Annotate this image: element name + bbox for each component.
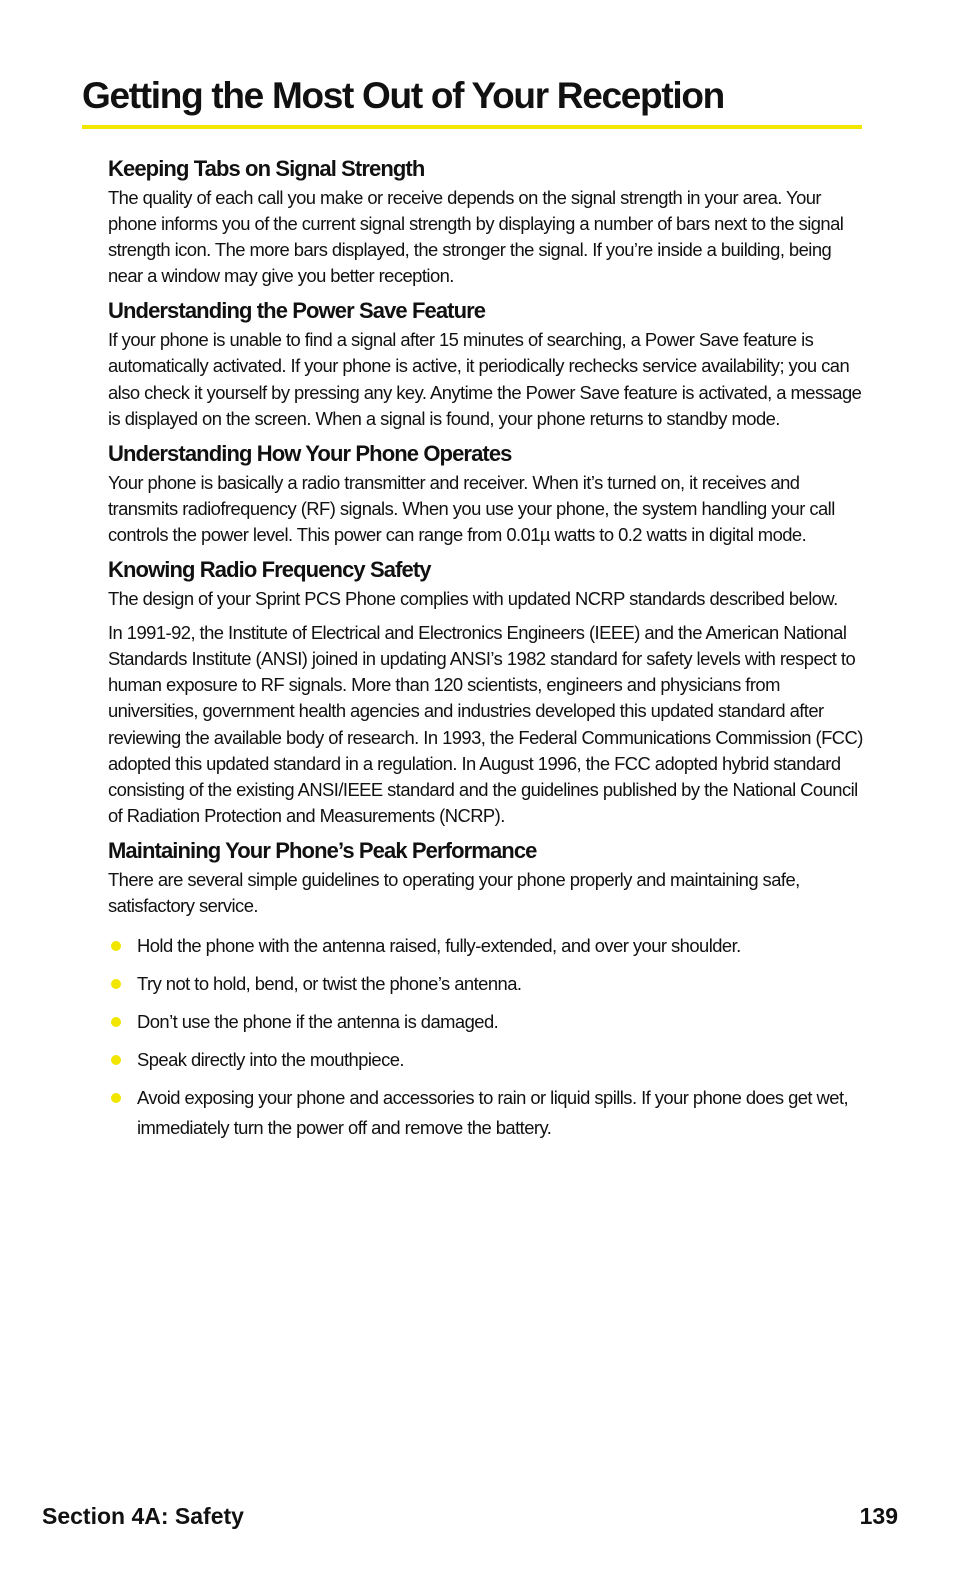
list-item xyxy=(108,931,868,961)
footer-section-label: Section 4A: Safety xyxy=(42,1503,244,1529)
section-signal-strength xyxy=(108,153,868,289)
section-heading: Maintaining Your Phone’s Peak Performance xyxy=(108,837,537,863)
section-paragraph: In 1991-92, the Institute of Electrical and Electronics Engineers (IEEE) and the American National Standards Institute (ANSI) joined in updating ANSI’s 1982 standard for safety levels with respect to human exposure to RF signals. More than 120 scientists, engineers and physicians from universities, government health agencies and industries developed this updated standard after reviewing the available body of research. In 1993, the Federal Communications Commission (FCC) adopted this updated standard in a regulation. In August 1996, the FCC adopted hybrid standard consisting of the existing ANSI/IEEE standard and the guidelines published by the National Council of Radiation Protection and Measurements (NCRP). xyxy=(108,622,863,826)
section-peak-performance xyxy=(108,835,868,1143)
section-paragraph: If your phone is unable to find a signal after 15 minutes of searching, a Power Save feature is automatically activated. If your phone is active, it periodically rechecks service availability; you can also check it yourself by pressing any key. Anytime the Power Save feature is activated, a message is displayed on the screen. When a signal is found, your phone returns to standby mode. xyxy=(108,329,862,429)
list-item-text: Try not to hold, bend, or twist the phone’s antenna. xyxy=(137,973,522,995)
section-heading: Knowing Radio Frequency Safety xyxy=(108,557,431,583)
guidelines-list xyxy=(108,931,868,1143)
section-heading: Understanding How Your Phone Operates xyxy=(108,440,512,466)
section-paragraph: The quality of each call you make or receive depends on the signal strength in your area. Your phone informs you of the current signal strength by displaying a number of bars next to the signal strength icon. The more bars displayed, the stronger the signal. If you’re inside a building, being near a window may give you better reception. xyxy=(108,187,844,287)
title-underline xyxy=(82,125,862,129)
section-phone-operates xyxy=(108,438,868,548)
list-item-text: Avoid exposing your phone and accessories to rain or liquid spills. If your phone does get wet, immediately turn the power off and remove the battery. xyxy=(137,1087,849,1139)
bullet-icon xyxy=(111,1055,121,1065)
section-paragraph: The design of your Sprint PCS Phone complies with updated NCRP standards described below. xyxy=(108,588,838,610)
list-item-text: Hold the phone with the antenna raised, fully-extended, and over your shoulder. xyxy=(137,935,741,957)
bullet-icon xyxy=(111,941,121,951)
section-power-save xyxy=(108,295,868,431)
list-item xyxy=(108,1083,868,1143)
page-content xyxy=(108,153,868,1151)
section-heading: Understanding the Power Save Feature xyxy=(108,298,486,324)
list-item xyxy=(108,1007,868,1037)
section-paragraph: There are several simple guidelines to operating your phone properly and maintaining safe, satisfactory service. xyxy=(108,868,800,916)
list-item xyxy=(108,969,868,999)
section-paragraph: Your phone is basically a radio transmitter and receiver. When it’s turned on, it receives and transmits radiofrequency (RF) signals. When you use your phone, the system handling your call controls the power level. This power can range from 0.01µ watts to 0.2 watts in digital mode. xyxy=(108,471,835,545)
list-item-text: Speak directly into the mouthpiece. xyxy=(137,1049,404,1071)
bullet-icon xyxy=(111,1093,121,1103)
list-item-text: Don’t use the phone if the antenna is damaged. xyxy=(137,1011,499,1033)
bullet-icon xyxy=(111,1017,121,1027)
page-title: Getting the Most Out of Your Reception xyxy=(82,75,724,116)
section-heading: Keeping Tabs on Signal Strength xyxy=(108,156,425,181)
bullet-icon xyxy=(111,979,121,989)
section-rf-safety xyxy=(108,554,868,829)
footer-page-number: 139 xyxy=(859,1503,898,1529)
list-item xyxy=(108,1045,868,1075)
